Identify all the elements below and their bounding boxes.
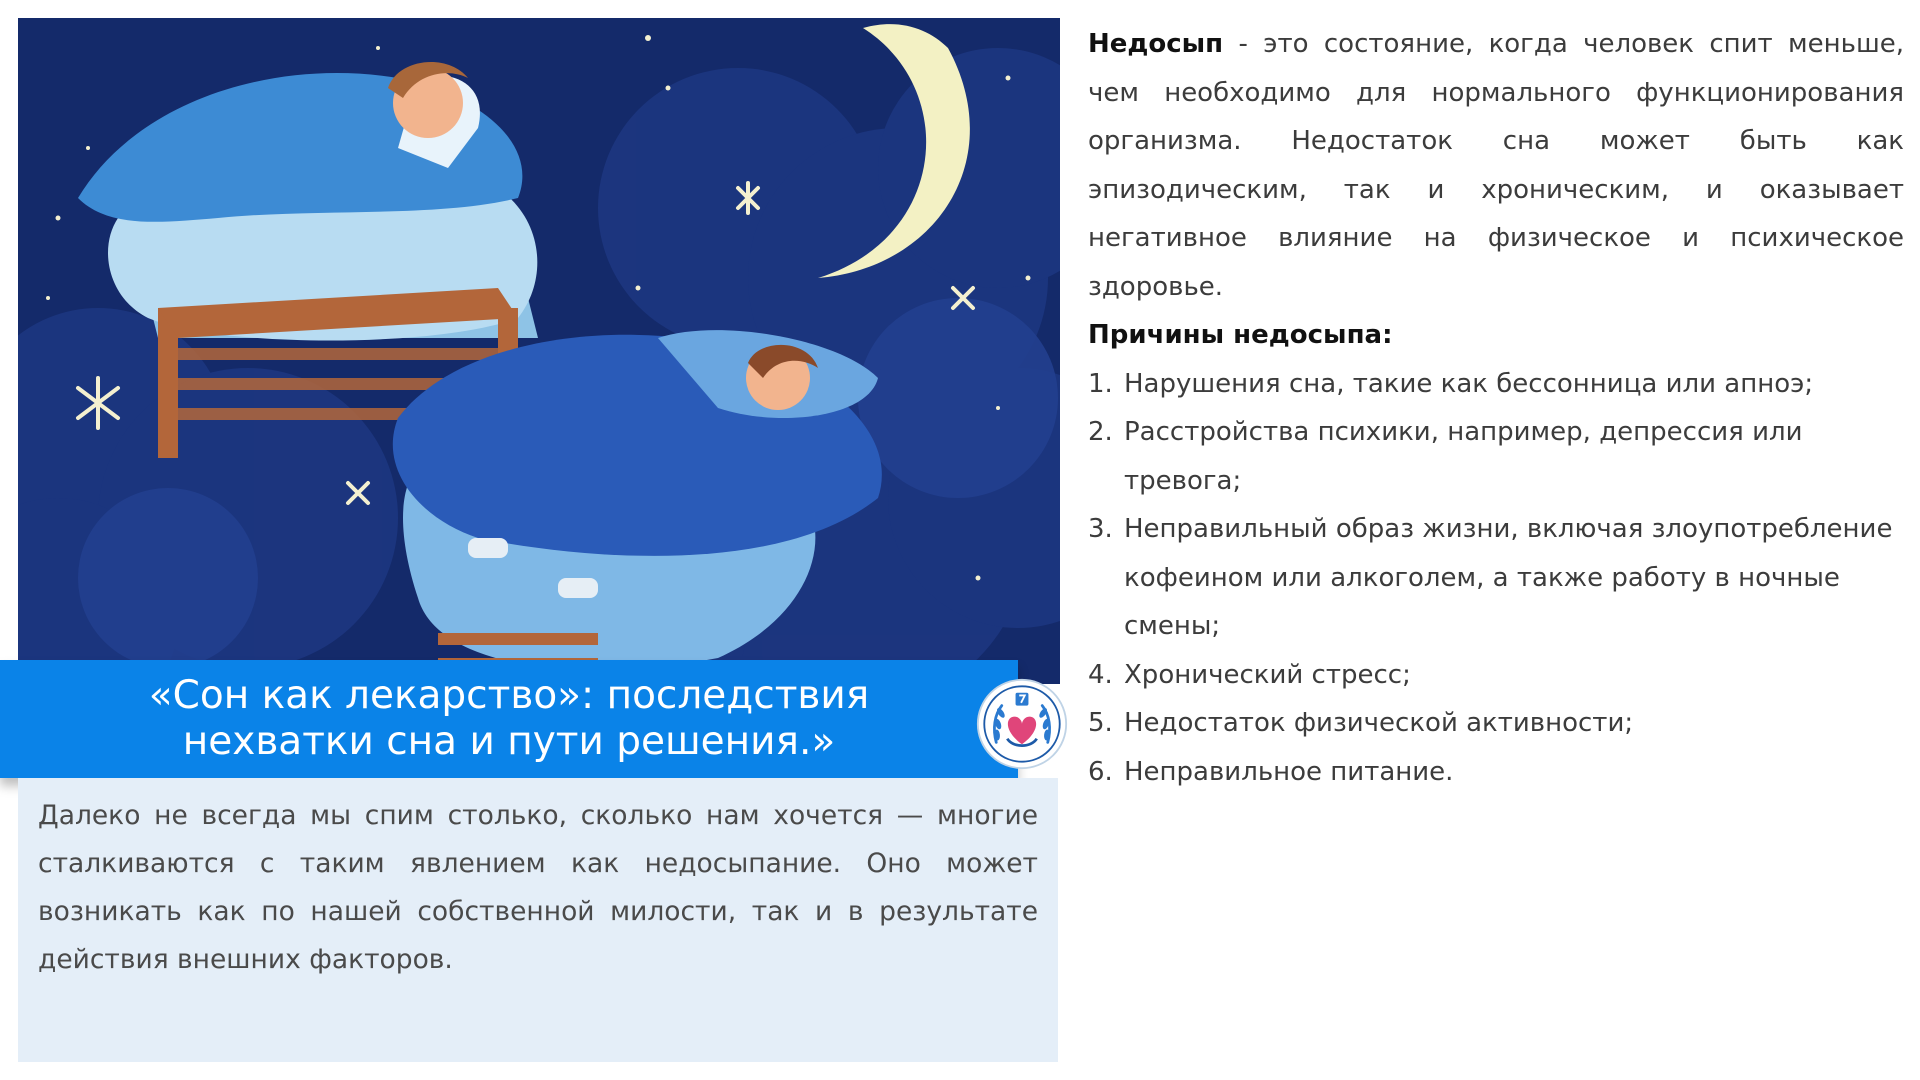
list-item-number: 2. <box>1088 417 1113 447</box>
list-item <box>1088 651 1904 700</box>
causes-heading: Причины недосыпа: <box>1088 320 1393 350</box>
heart-hands-emblem <box>976 678 1068 770</box>
list-item <box>1088 360 1904 409</box>
article-body <box>1088 20 1904 796</box>
list-item-number: 3. <box>1088 514 1113 544</box>
title-line-1: «Сон как лекарство»: последствия <box>148 673 870 718</box>
title-line-2: нехватки сна и пути решения.» <box>182 719 836 764</box>
list-item-number: 5. <box>1088 708 1113 738</box>
list-item-number: 4. <box>1088 659 1113 690</box>
list-item-text: Неправильное питание. <box>1124 756 1454 787</box>
definition-term: Недосып <box>1088 29 1224 59</box>
definition-paragraph <box>1088 20 1904 311</box>
list-item <box>1088 505 1904 651</box>
logo-svg <box>976 678 1068 770</box>
illustration-svg <box>18 18 1060 684</box>
intro-paragraph: Далеко не всегда мы спим столько, сколько нам хочется — многие сталкиваются с таким явлением как недосыпание. Оно может возникать как по нашей собственной милости, так и в результате действия внешних факторов. <box>38 800 1038 975</box>
list-item-text: Недостаток физической активности; <box>1124 708 1634 738</box>
list-item-text: Нарушения сна, такие как бессонница или апноэ; <box>1124 368 1814 399</box>
list-item-text: Расстройства психики, например, депрессия или тревога; <box>1124 417 1803 496</box>
intro-box <box>18 778 1058 1062</box>
list-item <box>1088 748 1904 797</box>
list-item-number: 6. <box>1088 756 1113 787</box>
definition-text: - это состояние, когда человек спит меньше, чем необходимо для нормального функционирования организма. Недостаток сна может быть как эпизодическим, так и хроническим, и оказывает негативное влияние на физическое и психическое здоровье. <box>1088 29 1904 302</box>
causes-list <box>1088 360 1904 797</box>
title-banner <box>0 660 1018 778</box>
list-item-text: Хронический стресс; <box>1124 659 1411 690</box>
night-sleep-illustration <box>18 18 1060 684</box>
list-item-number: 1. <box>1088 368 1113 399</box>
list-item <box>1088 699 1904 748</box>
list-item-text: Неправильный образ жизни, включая злоупотребление кофеином или алкоголем, а также работу в ночные смены; <box>1124 514 1893 641</box>
list-item <box>1088 408 1904 505</box>
